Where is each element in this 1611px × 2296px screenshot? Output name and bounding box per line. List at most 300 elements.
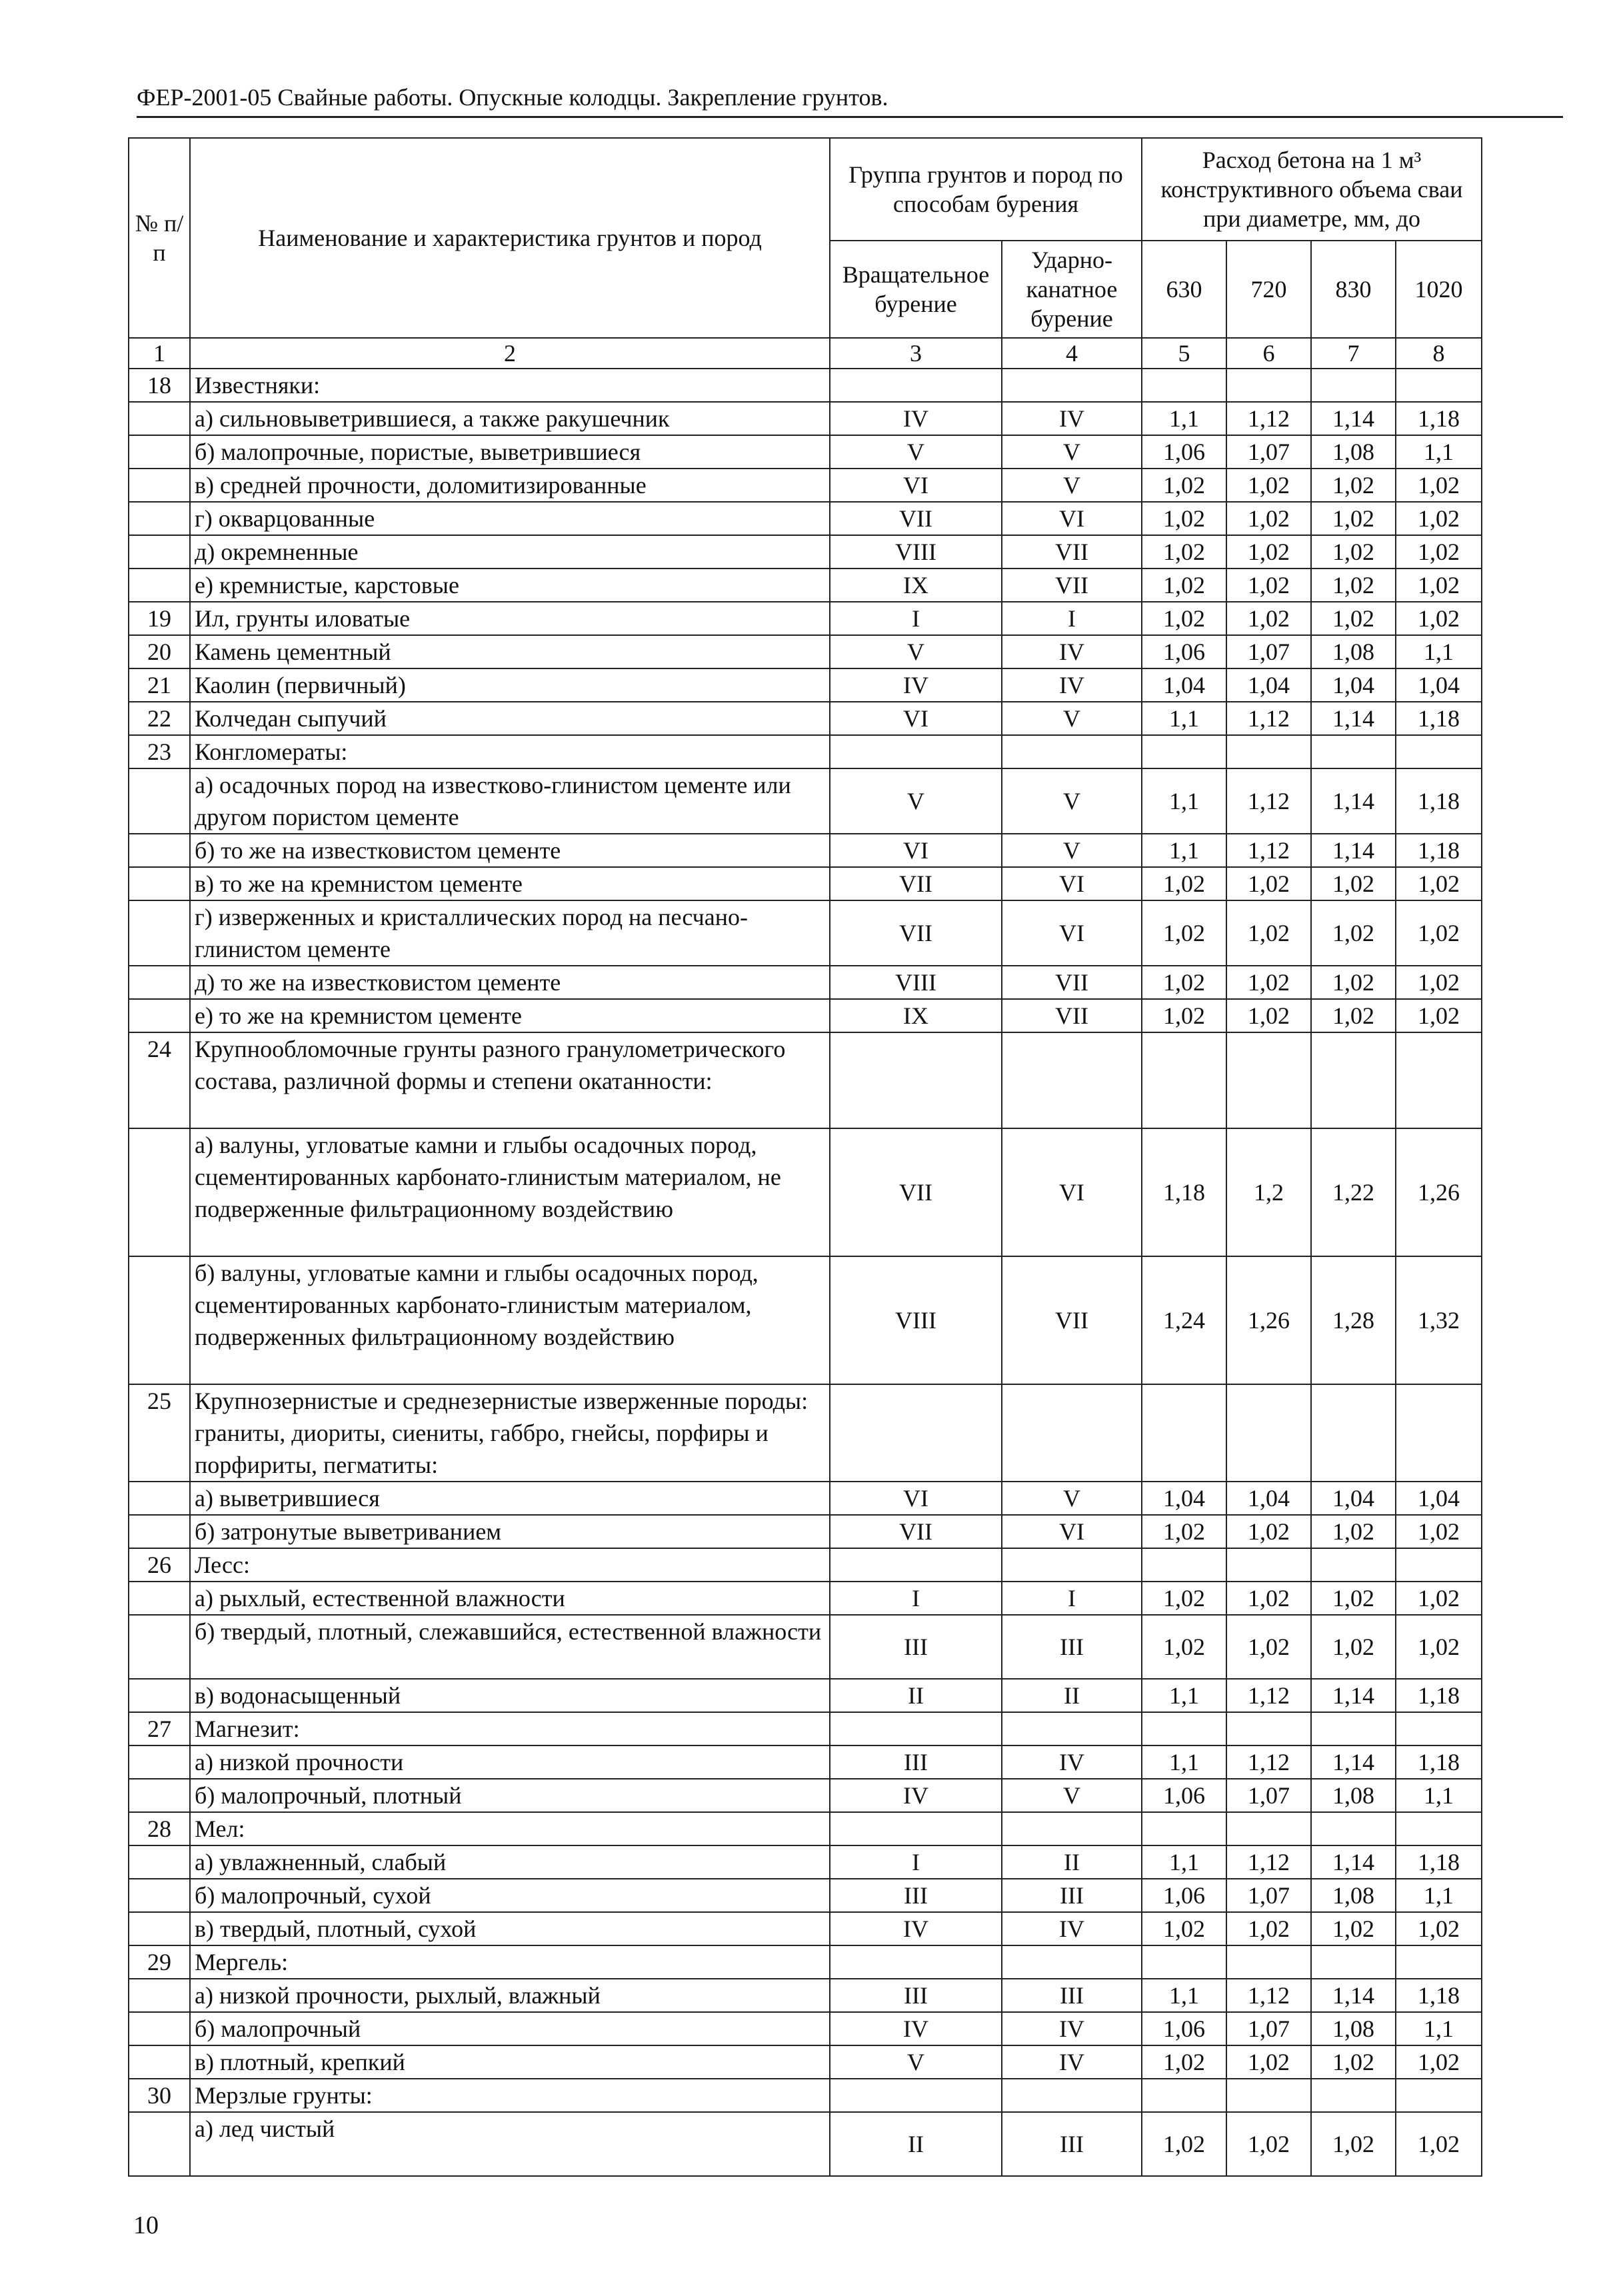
rotary-group: I: [830, 1845, 1002, 1879]
soil-name: Крупнообломочные грунты разного гранулометрического состава, различной формы и степени окатанности:: [190, 1032, 830, 1128]
rotary-group: [830, 1812, 1002, 1845]
rotary-group: VIII: [830, 966, 1002, 999]
usage-1020: [1396, 1812, 1482, 1845]
usage-1020: 1,26: [1396, 1128, 1482, 1256]
impact-group: II: [1002, 1845, 1142, 1879]
usage-830: 1,08: [1311, 1879, 1396, 1912]
usage-630: 1,02: [1142, 1515, 1226, 1548]
usage-830: 1,08: [1311, 435, 1396, 469]
table-row: [129, 369, 1482, 402]
usage-720: [1226, 1032, 1311, 1128]
usage-830: 1,04: [1311, 1482, 1396, 1515]
impact-group: VI: [1002, 502, 1142, 535]
soil-name: б) малопрочные, пористые, выветрившиеся: [190, 435, 830, 469]
row-number: [129, 1582, 190, 1615]
soil-name: в) плотный, крепкий: [190, 2045, 830, 2079]
usage-630: [1142, 2079, 1226, 2112]
table-row: [129, 1384, 1482, 1482]
usage-830: 1,14: [1311, 1745, 1396, 1779]
col-header-group: Группа грунтов и пород по способам бурения: [830, 138, 1142, 241]
row-number: [129, 1615, 190, 1679]
usage-830: 1,14: [1311, 1679, 1396, 1712]
soil-name: д) то же на известковистом цементе: [190, 966, 830, 999]
impact-group: IV: [1002, 635, 1142, 668]
impact-group: III: [1002, 1979, 1142, 2012]
impact-group: IV: [1002, 668, 1142, 702]
usage-830: 1,02: [1311, 535, 1396, 569]
rotary-group: V: [830, 2045, 1002, 2079]
soil-name: Камень цементный: [190, 635, 830, 668]
usage-830: 1,02: [1311, 2112, 1396, 2176]
usage-630: 1,1: [1142, 834, 1226, 867]
usage-1020: [1396, 1548, 1482, 1582]
soil-name: Мел:: [190, 1812, 830, 1845]
table-row: [129, 2112, 1482, 2176]
usage-630: [1142, 369, 1226, 402]
usage-830: 1,14: [1311, 702, 1396, 735]
usage-1020: [1396, 1945, 1482, 1979]
impact-group: V: [1002, 469, 1142, 502]
usage-630: [1142, 735, 1226, 768]
usage-1020: 1,02: [1396, 966, 1482, 999]
table-row: [129, 535, 1482, 569]
impact-group: VI: [1002, 1515, 1142, 1548]
impact-group: III: [1002, 1879, 1142, 1912]
column-index-row: [129, 338, 1482, 369]
table-row: [129, 1945, 1482, 1979]
impact-group: V: [1002, 834, 1142, 867]
rotary-group: III: [830, 1979, 1002, 2012]
usage-630: [1142, 1712, 1226, 1745]
usage-630: 1,06: [1142, 1879, 1226, 1912]
usage-720: 1,02: [1226, 1515, 1311, 1548]
usage-1020: 1,02: [1396, 569, 1482, 602]
usage-830: 1,08: [1311, 1779, 1396, 1812]
col-index: 6: [1226, 338, 1311, 369]
impact-group: [1002, 1712, 1142, 1745]
col-header-d630: 630: [1142, 241, 1226, 338]
usage-830: 1,02: [1311, 1912, 1396, 1945]
rotary-group: [830, 735, 1002, 768]
rotary-group: VI: [830, 834, 1002, 867]
usage-1020: 1,18: [1396, 402, 1482, 435]
usage-630: 1,06: [1142, 435, 1226, 469]
usage-1020: 1,18: [1396, 768, 1482, 834]
col-header-num: № п/п: [129, 138, 190, 338]
impact-group: V: [1002, 1779, 1142, 1812]
usage-830: 1,08: [1311, 635, 1396, 668]
impact-group: VII: [1002, 569, 1142, 602]
usage-630: 1,02: [1142, 867, 1226, 900]
row-number: 27: [129, 1712, 190, 1745]
row-number: [129, 1845, 190, 1879]
usage-720: 1,02: [1226, 602, 1311, 635]
impact-group: [1002, 735, 1142, 768]
usage-630: [1142, 1032, 1226, 1128]
usage-830: 1,14: [1311, 768, 1396, 834]
usage-1020: 1,04: [1396, 1482, 1482, 1515]
usage-630: 1,1: [1142, 768, 1226, 834]
usage-830: 1,02: [1311, 602, 1396, 635]
usage-830: 1,02: [1311, 900, 1396, 966]
row-number: [129, 2112, 190, 2176]
usage-720: 1,02: [1226, 966, 1311, 999]
rotary-group: II: [830, 2112, 1002, 2176]
table-row: [129, 1979, 1482, 2012]
usage-630: 1,02: [1142, 1615, 1226, 1679]
soil-name: а) валуны, угловатые камни и глыбы осадочных пород, сцементированных карбонато-глинистым материалом, не подверженные фильтрационному воздействию: [190, 1128, 830, 1256]
usage-720: 1,12: [1226, 834, 1311, 867]
usage-830: 1,22: [1311, 1128, 1396, 1256]
rotary-group: VII: [830, 867, 1002, 900]
usage-720: 1,12: [1226, 1979, 1311, 2012]
usage-720: 1,07: [1226, 2012, 1311, 2045]
usage-720: 1,12: [1226, 768, 1311, 834]
rotary-group: VII: [830, 502, 1002, 535]
row-number: 18: [129, 369, 190, 402]
usage-630: 1,04: [1142, 668, 1226, 702]
usage-630: 1,02: [1142, 502, 1226, 535]
usage-720: 1,12: [1226, 1679, 1311, 1712]
impact-group: VII: [1002, 1256, 1142, 1384]
soil-name: в) водонасыщенный: [190, 1679, 830, 1712]
impact-group: [1002, 1812, 1142, 1845]
usage-830: 1,14: [1311, 1845, 1396, 1879]
usage-1020: 1,02: [1396, 900, 1482, 966]
table-row: [129, 1745, 1482, 1779]
usage-720: [1226, 1384, 1311, 1482]
row-number: 28: [129, 1812, 190, 1845]
usage-720: [1226, 2079, 1311, 2112]
table-body: [129, 369, 1482, 2176]
table-row: [129, 2045, 1482, 2079]
row-number: [129, 2045, 190, 2079]
usage-630: 1,1: [1142, 702, 1226, 735]
rotary-group: IX: [830, 999, 1002, 1032]
usage-630: 1,02: [1142, 569, 1226, 602]
rotary-group: VI: [830, 1482, 1002, 1515]
usage-720: 1,02: [1226, 2112, 1311, 2176]
usage-630: 1,1: [1142, 1845, 1226, 1879]
usage-630: [1142, 1812, 1226, 1845]
rotary-group: [830, 1945, 1002, 1979]
table-row: [129, 1515, 1482, 1548]
usage-630: [1142, 1945, 1226, 1979]
usage-720: 1,07: [1226, 635, 1311, 668]
rotary-group: IV: [830, 1779, 1002, 1812]
usage-830: 1,04: [1311, 668, 1396, 702]
row-number: [129, 1912, 190, 1945]
usage-720: 1,02: [1226, 469, 1311, 502]
usage-830: 1,02: [1311, 1582, 1396, 1615]
table-row: [129, 768, 1482, 834]
soil-name: а) осадочных пород на известково-глинистом цементе или другом пористом цементе: [190, 768, 830, 834]
row-number: 22: [129, 702, 190, 735]
usage-1020: 1,18: [1396, 834, 1482, 867]
soil-name: б) затронутые выветриванием: [190, 1515, 830, 1548]
soil-name: Колчедан сыпучий: [190, 702, 830, 735]
row-number: [129, 867, 190, 900]
rotary-group: I: [830, 1582, 1002, 1615]
usage-630: 1,02: [1142, 1912, 1226, 1945]
table-row: [129, 1812, 1482, 1845]
usage-830: 1,02: [1311, 966, 1396, 999]
usage-720: 1,02: [1226, 999, 1311, 1032]
usage-830: [1311, 1812, 1396, 1845]
usage-630: 1,02: [1142, 966, 1226, 999]
usage-630: 1,02: [1142, 535, 1226, 569]
soil-name: Мергель:: [190, 1945, 830, 1979]
usage-830: 1,08: [1311, 2012, 1396, 2045]
usage-1020: 1,02: [1396, 2112, 1482, 2176]
soil-name: Лесс:: [190, 1548, 830, 1582]
usage-830: [1311, 1032, 1396, 1128]
soil-name: е) то же на кремнистом цементе: [190, 999, 830, 1032]
rotary-group: [830, 2079, 1002, 2112]
soil-name: в) твердый, плотный, сухой: [190, 1912, 830, 1945]
usage-1020: [1396, 1032, 1482, 1128]
usage-720: [1226, 1945, 1311, 1979]
usage-630: 1,02: [1142, 469, 1226, 502]
usage-1020: 1,18: [1396, 1979, 1482, 2012]
rotary-group: VI: [830, 702, 1002, 735]
usage-720: [1226, 1548, 1311, 1582]
soil-name: б) твердый, плотный, слежавшийся, естественной влажности: [190, 1615, 830, 1679]
rotary-group: VII: [830, 900, 1002, 966]
rotary-group: IV: [830, 402, 1002, 435]
usage-830: [1311, 735, 1396, 768]
usage-1020: 1,18: [1396, 1745, 1482, 1779]
usage-630: 1,18: [1142, 1128, 1226, 1256]
usage-720: 1,12: [1226, 702, 1311, 735]
usage-1020: 1,1: [1396, 635, 1482, 668]
usage-630: [1142, 1384, 1226, 1482]
table-row: [129, 1128, 1482, 1256]
rotary-group: V: [830, 435, 1002, 469]
usage-830: 1,14: [1311, 402, 1396, 435]
rotary-group: V: [830, 635, 1002, 668]
impact-group: IV: [1002, 1745, 1142, 1779]
usage-630: [1142, 1548, 1226, 1582]
usage-1020: 1,32: [1396, 1256, 1482, 1384]
table-row: [129, 735, 1482, 768]
table-row: [129, 502, 1482, 535]
soil-name: в) средней прочности, доломитизированные: [190, 469, 830, 502]
row-number: [129, 999, 190, 1032]
impact-group: IV: [1002, 2045, 1142, 2079]
soil-name: в) то же на кремнистом цементе: [190, 867, 830, 900]
table-row: [129, 834, 1482, 867]
soil-name: е) кремнистые, карстовые: [190, 569, 830, 602]
row-number: [129, 1515, 190, 1548]
impact-group: IV: [1002, 402, 1142, 435]
row-number: 20: [129, 635, 190, 668]
table-row: [129, 1679, 1482, 1712]
row-number: [129, 1779, 190, 1812]
usage-630: 1,02: [1142, 900, 1226, 966]
usage-1020: 1,02: [1396, 2045, 1482, 2079]
soil-name: Крупнозернистые и среднезернистые изверженные породы: граниты, диориты, сиениты, габбро, гнейсы, порфиры и порфириты, пегматиты:: [190, 1384, 830, 1482]
impact-group: VI: [1002, 1128, 1142, 1256]
usage-1020: 1,02: [1396, 999, 1482, 1032]
usage-1020: [1396, 2079, 1482, 2112]
soil-name: г) окварцованные: [190, 502, 830, 535]
table-row: [129, 602, 1482, 635]
usage-1020: 1,1: [1396, 2012, 1482, 2045]
table-row: [129, 1912, 1482, 1945]
col-index: 3: [830, 338, 1002, 369]
impact-group: IV: [1002, 2012, 1142, 2045]
rotary-group: [830, 1032, 1002, 1128]
usage-830: [1311, 1945, 1396, 1979]
usage-830: 1,02: [1311, 867, 1396, 900]
impact-group: III: [1002, 2112, 1142, 2176]
usage-720: 1,02: [1226, 2045, 1311, 2079]
row-number: [129, 966, 190, 999]
usage-720: 1,02: [1226, 1615, 1311, 1679]
col-index: 8: [1396, 338, 1482, 369]
row-number: [129, 768, 190, 834]
table-row: [129, 867, 1482, 900]
impact-group: VII: [1002, 966, 1142, 999]
usage-830: 1,14: [1311, 834, 1396, 867]
soil-name: б) валуны, угловатые камни и глыбы осадочных пород, сцементированных карбонато-глинистым материалом, подверженных фильтрационному воздействию: [190, 1256, 830, 1384]
impact-group: IV: [1002, 1912, 1142, 1945]
impact-group: II: [1002, 1679, 1142, 1712]
rotary-group: VIII: [830, 535, 1002, 569]
impact-group: [1002, 1032, 1142, 1128]
soil-concrete-table: [128, 137, 1482, 2177]
table-row: [129, 1256, 1482, 1384]
usage-630: 1,02: [1142, 602, 1226, 635]
rotary-group: VII: [830, 1515, 1002, 1548]
rotary-group: [830, 1548, 1002, 1582]
rotary-group: [830, 1384, 1002, 1482]
impact-group: I: [1002, 1582, 1142, 1615]
row-number: 23: [129, 735, 190, 768]
usage-1020: 1,18: [1396, 702, 1482, 735]
row-number: [129, 469, 190, 502]
usage-1020: 1,04: [1396, 668, 1482, 702]
usage-1020: 1,02: [1396, 1912, 1482, 1945]
row-number: [129, 1128, 190, 1256]
soil-name: б) малопрочный, сухой: [190, 1879, 830, 1912]
usage-720: 1,02: [1226, 1912, 1311, 1945]
soil-name: Известняки:: [190, 369, 830, 402]
soil-name: Магнезит:: [190, 1712, 830, 1745]
row-number: [129, 1482, 190, 1515]
col-index: 2: [190, 338, 830, 369]
soil-name: а) низкой прочности, рыхлый, влажный: [190, 1979, 830, 2012]
usage-1020: 1,02: [1396, 602, 1482, 635]
table-row: [129, 1482, 1482, 1515]
soil-name: б) то же на известковистом цементе: [190, 834, 830, 867]
row-number: [129, 1979, 190, 2012]
impact-group: VII: [1002, 999, 1142, 1032]
table-row: [129, 635, 1482, 668]
usage-720: 1,12: [1226, 1845, 1311, 1879]
impact-group: V: [1002, 435, 1142, 469]
row-number: 25: [129, 1384, 190, 1482]
page-number: 10: [133, 2211, 159, 2239]
rotary-group: IV: [830, 668, 1002, 702]
row-number: [129, 834, 190, 867]
soil-name: а) рыхлый, естественной влажности: [190, 1582, 830, 1615]
usage-630: 1,02: [1142, 2112, 1226, 2176]
usage-720: 1,2: [1226, 1128, 1311, 1256]
usage-1020: [1396, 1384, 1482, 1482]
running-header: ФЕР-2001-05 Свайные работы. Опускные колодцы. Закрепление грунтов.: [137, 81, 1563, 118]
usage-1020: 1,02: [1396, 1515, 1482, 1548]
impact-group: [1002, 369, 1142, 402]
usage-720: [1226, 735, 1311, 768]
impact-group: I: [1002, 602, 1142, 635]
col-header-d830: 830: [1311, 241, 1396, 338]
soil-name: а) лед чистый: [190, 2112, 830, 2176]
usage-630: 1,06: [1142, 1779, 1226, 1812]
usage-830: [1311, 1548, 1396, 1582]
row-number: [129, 1745, 190, 1779]
soil-name: Мерзлые грунты:: [190, 2079, 830, 2112]
impact-group: VII: [1002, 535, 1142, 569]
usage-1020: 1,1: [1396, 1879, 1482, 1912]
row-number: [129, 1679, 190, 1712]
usage-630: 1,06: [1142, 2012, 1226, 2045]
col-header-d720: 720: [1226, 241, 1311, 338]
usage-830: 1,02: [1311, 2045, 1396, 2079]
rotary-group: [830, 1712, 1002, 1745]
usage-830: 1,02: [1311, 1515, 1396, 1548]
row-number: [129, 1256, 190, 1384]
rotary-group: VII: [830, 1128, 1002, 1256]
row-number: [129, 402, 190, 435]
soil-name: Ил, грунты иловатые: [190, 602, 830, 635]
usage-720: [1226, 1812, 1311, 1845]
col-index: 5: [1142, 338, 1226, 369]
soil-name: г) изверженных и кристаллических пород на песчано-глинистом цементе: [190, 900, 830, 966]
usage-830: [1311, 1712, 1396, 1745]
table-row: [129, 569, 1482, 602]
row-number: 19: [129, 602, 190, 635]
usage-720: 1,04: [1226, 1482, 1311, 1515]
usage-1020: [1396, 735, 1482, 768]
table-row: [129, 435, 1482, 469]
row-number: [129, 502, 190, 535]
usage-1020: 1,02: [1396, 535, 1482, 569]
table-row: [129, 2012, 1482, 2045]
usage-1020: 1,02: [1396, 1615, 1482, 1679]
row-number: [129, 1879, 190, 1912]
table-row: [129, 1845, 1482, 1879]
usage-1020: 1,18: [1396, 1679, 1482, 1712]
usage-630: 1,1: [1142, 1679, 1226, 1712]
col-header-name: Наименование и характеристика грунтов и пород: [190, 138, 830, 338]
soil-name: а) низкой прочности: [190, 1745, 830, 1779]
row-number: 29: [129, 1945, 190, 1979]
impact-group: [1002, 1384, 1142, 1482]
rotary-group: V: [830, 768, 1002, 834]
usage-830: [1311, 2079, 1396, 2112]
col-header-impact: Ударно-канатное бурение: [1002, 241, 1142, 338]
usage-830: 1,02: [1311, 1615, 1396, 1679]
row-number: [129, 2012, 190, 2045]
rotary-group: VIII: [830, 1256, 1002, 1384]
table-row: [129, 1615, 1482, 1679]
usage-720: 1,02: [1226, 569, 1311, 602]
col-header-rotary: Вращательное бурение: [830, 241, 1002, 338]
rotary-group: III: [830, 1615, 1002, 1679]
usage-830: 1,02: [1311, 999, 1396, 1032]
